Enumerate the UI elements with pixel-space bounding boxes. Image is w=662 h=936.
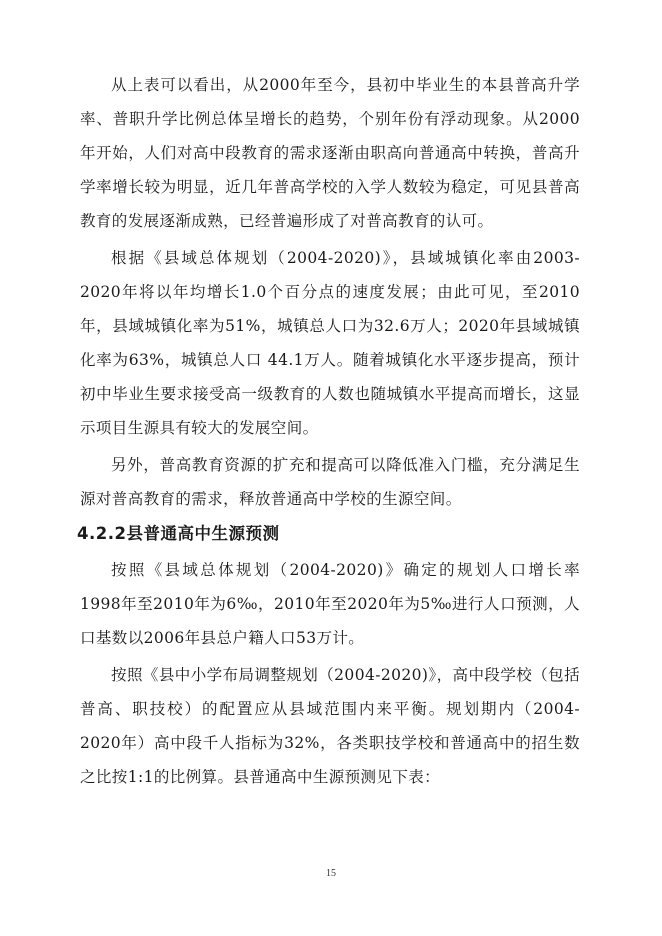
section-heading: 4.2.2县普通高中生源预测 — [77, 524, 280, 543]
page-body — [77, 62, 580, 797]
page-number: 15 — [326, 868, 336, 879]
paragraph-school-layout-plan: 按照《县中小学布局调整规划（2004-2020)》，高中段学校（包括普高、职技校）的配置应从县域范围内来平衡。规划期内（2004-2020年）高中段千人指标为32%，各类职技学校和普通高中的招生数之比按1:1的比例算。县普通高中生源预测见下表： — [80, 666, 580, 786]
paragraph-population-forecast: 按照《县域总体规划（2004-2020)》确定的规划人口增长率1998年至2010年为6‰，2010年至2020年为5‰进行人口预测，人口基数以2006年县总户籍人口53万计。 — [80, 561, 580, 647]
paragraph-enrollment-trend: 从上表可以看出，从2000年至今，县初中毕业生的本县普高升学率、普职升学比例总体呈增长的趋势，个别年份有浮动现象。从2000年开始，人们对高中段教育的需求逐渐由职高向普通高中转换，普高升学率增长较为明显，近几年普高学校的入学人数较为稳定，可见县普高教育的发展逐渐成熟，已经普遍形成了对普高教育的认可。 — [80, 76, 580, 230]
paragraph-resource-expansion: 另外，普高教育资源的扩充和提高可以降低准入门槛，充分满足生源对普高教育的需求，释放普通高中学校的生源空间。 — [80, 456, 580, 508]
paragraph-urbanization-plan: 根据《县域总体规划（2004-2020)》，县域城镇化率由2003-2020年将以年均增长1.0个百分点的速度发展；由此可见，至2010年，县域城镇化率为51%，城镇总人口为32.6万人；2020年县域城镇化率为63%，城镇总人口 44.1万人。随着城镇化水平逐步提高，预计初中毕业生要求接受高一级教育的人数也随城镇水平提高而增长，这显示项目生源具有较大的发展空间。 — [80, 249, 580, 437]
